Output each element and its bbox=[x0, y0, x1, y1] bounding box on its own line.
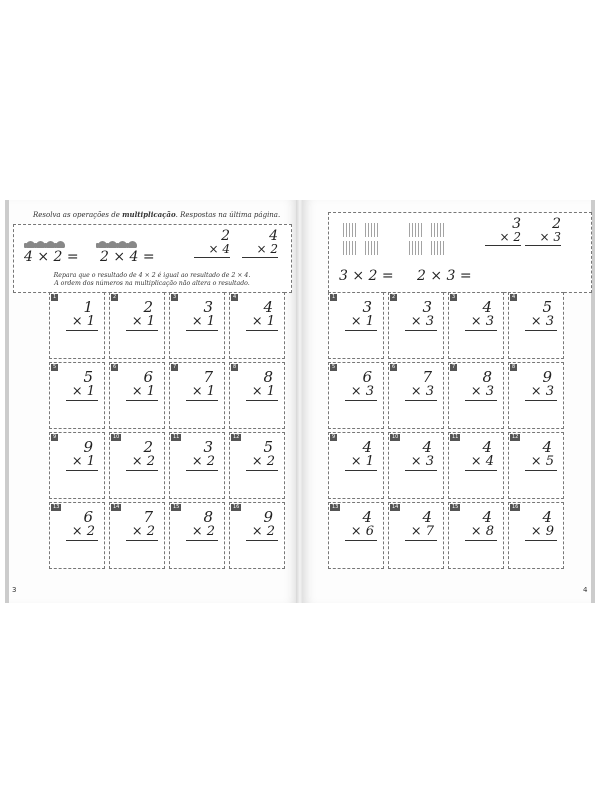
exercise-cell[interactable] bbox=[448, 432, 504, 499]
note-line-2: A ordem dos números na multiplicação não altera o resultado. bbox=[54, 280, 250, 287]
answer-line bbox=[246, 330, 278, 331]
tally-icon bbox=[365, 241, 379, 255]
equation-1: 3 × 2 = bbox=[339, 268, 394, 284]
multiplicand: 8 bbox=[263, 368, 273, 386]
exercise-number: 12 bbox=[512, 434, 519, 440]
exercise-number: 10 bbox=[113, 434, 120, 440]
multiplicand: 3 bbox=[203, 298, 213, 316]
exercise-number: 3 bbox=[173, 294, 177, 300]
multiplicand: 3 bbox=[362, 298, 372, 316]
multiplier: × 3 bbox=[410, 384, 434, 399]
multiplicand: 5 bbox=[542, 298, 552, 316]
exercise-number: 14 bbox=[113, 504, 120, 510]
exercise-number: 5 bbox=[332, 364, 336, 370]
multiplicand: 8 bbox=[482, 368, 492, 386]
answer-line bbox=[186, 330, 218, 331]
multiplicand: 3 bbox=[203, 438, 213, 456]
exercise-number: 8 bbox=[512, 364, 516, 370]
answer-line bbox=[465, 400, 497, 401]
exercise-cell[interactable] bbox=[49, 502, 105, 569]
exercise-cell[interactable] bbox=[169, 362, 225, 429]
multiplicand: 6 bbox=[362, 368, 372, 386]
exercise-number: 1 bbox=[53, 294, 57, 300]
answer-line bbox=[525, 400, 557, 401]
stack-top: 3 bbox=[512, 216, 521, 232]
exercise-number: 7 bbox=[173, 364, 177, 370]
exercise-number: 16 bbox=[233, 504, 240, 510]
exercise-number: 8 bbox=[233, 364, 237, 370]
exercise-number: 10 bbox=[392, 434, 399, 440]
answer-line bbox=[405, 540, 437, 541]
exercise-number: 11 bbox=[452, 434, 459, 440]
page-number-left: 3 bbox=[12, 586, 17, 594]
answer-line bbox=[66, 540, 98, 541]
multiplier: × 3 bbox=[470, 314, 494, 329]
multiplier: × 2 bbox=[131, 454, 155, 469]
exercise-cell[interactable] bbox=[388, 292, 444, 359]
exercise-number: 9 bbox=[332, 434, 336, 440]
stack-example-b bbox=[242, 229, 278, 258]
exercise-number: 3 bbox=[452, 294, 456, 300]
exercise-number: 5 bbox=[53, 364, 57, 370]
exercise-grid-left bbox=[49, 292, 285, 569]
answer-line bbox=[345, 540, 377, 541]
example-box bbox=[13, 224, 292, 293]
answer-line bbox=[186, 470, 218, 471]
exercise-number: 16 bbox=[512, 504, 519, 510]
multiplicand: 9 bbox=[83, 438, 93, 456]
note-line-1: Repara que o resultado de 4 × 2 é igual ao resultado de 2 × 4. bbox=[53, 272, 251, 279]
page-number-right: 4 bbox=[583, 586, 588, 594]
multiplicand: 4 bbox=[542, 438, 552, 456]
exercise-number: 6 bbox=[113, 364, 117, 370]
multiplier: × 1 bbox=[131, 314, 155, 329]
exercise-cell[interactable] bbox=[169, 292, 225, 359]
left-page bbox=[5, 200, 298, 603]
exercise-number: 12 bbox=[233, 434, 240, 440]
multiplicand: 5 bbox=[83, 368, 93, 386]
multiplier: × 1 bbox=[350, 454, 374, 469]
exercise-number: 13 bbox=[53, 504, 60, 510]
stack-bottom: × 2 bbox=[485, 231, 521, 246]
multiplicand: 6 bbox=[83, 508, 93, 526]
instruction-suffix: . Respostas na última página. bbox=[175, 211, 281, 219]
equation-1: 4 × 2 = bbox=[24, 249, 79, 265]
exercise-cell[interactable] bbox=[388, 432, 444, 499]
exercise-cell[interactable] bbox=[328, 362, 384, 429]
answer-line bbox=[525, 470, 557, 471]
multiplier: × 2 bbox=[251, 524, 275, 539]
multiplier: × 7 bbox=[410, 524, 434, 539]
exercise-cell[interactable] bbox=[229, 432, 285, 499]
stack-bottom: × 4 bbox=[194, 243, 230, 258]
multiplier: × 3 bbox=[470, 384, 494, 399]
instruction-prefix: Resolva as operações de bbox=[33, 211, 123, 219]
answer-line bbox=[525, 540, 557, 541]
multiplier: × 1 bbox=[131, 384, 155, 399]
multiplier: × 3 bbox=[530, 384, 554, 399]
multiplicand: 4 bbox=[482, 438, 492, 456]
exercise-number: 9 bbox=[53, 434, 57, 440]
stack-top: 2 bbox=[221, 228, 230, 244]
multiplier: × 1 bbox=[191, 384, 215, 399]
answer-line bbox=[66, 470, 98, 471]
answer-line bbox=[186, 400, 218, 401]
tally-icon bbox=[431, 241, 445, 255]
exercise-number: 2 bbox=[392, 294, 396, 300]
multiplier: × 4 bbox=[470, 454, 494, 469]
exercise-cell[interactable] bbox=[109, 432, 165, 499]
multiplicand: 4 bbox=[422, 508, 432, 526]
tally-icon bbox=[343, 223, 357, 237]
multiplicand: 9 bbox=[542, 368, 552, 386]
multiplier: × 2 bbox=[71, 524, 95, 539]
multiplier: × 1 bbox=[251, 314, 275, 329]
stack-bottom: × 3 bbox=[525, 231, 561, 246]
multiplicand: 4 bbox=[482, 298, 492, 316]
exercise-number: 15 bbox=[452, 504, 459, 510]
exercise-number: 2 bbox=[113, 294, 117, 300]
multiplier: × 3 bbox=[350, 384, 374, 399]
exercise-grid-right bbox=[328, 292, 564, 569]
stack-example-a bbox=[485, 217, 521, 246]
multiplier: × 3 bbox=[530, 314, 554, 329]
stack-top: 2 bbox=[552, 216, 561, 232]
answer-line bbox=[126, 400, 158, 401]
multiplier: × 1 bbox=[71, 314, 95, 329]
page-edge bbox=[5, 200, 9, 603]
exercise-cell[interactable] bbox=[328, 432, 384, 499]
exercise-cell[interactable] bbox=[49, 362, 105, 429]
exercise-cell[interactable] bbox=[109, 292, 165, 359]
exercise-number: 14 bbox=[392, 504, 399, 510]
tally-icon bbox=[365, 223, 379, 237]
exercise-cell[interactable] bbox=[49, 432, 105, 499]
answer-line bbox=[405, 330, 437, 331]
answer-line bbox=[465, 330, 497, 331]
stack-example-a bbox=[194, 229, 230, 258]
stack-bottom: × 2 bbox=[242, 243, 278, 258]
stack-example-b bbox=[525, 217, 561, 246]
right-page bbox=[302, 200, 595, 603]
multiplicand: 5 bbox=[263, 438, 273, 456]
multiplier: × 2 bbox=[251, 454, 275, 469]
multiplier: × 3 bbox=[410, 314, 434, 329]
answer-line bbox=[345, 400, 377, 401]
multiplier: × 1 bbox=[350, 314, 374, 329]
instruction-text bbox=[33, 210, 280, 219]
exercise-cell[interactable] bbox=[508, 432, 564, 499]
multiplier: × 8 bbox=[470, 524, 494, 539]
equation-2: 2 × 3 = bbox=[417, 268, 472, 284]
answer-line bbox=[525, 330, 557, 331]
multiplicand: 7 bbox=[422, 368, 432, 386]
exercise-cell[interactable] bbox=[49, 292, 105, 359]
multiplicand: 9 bbox=[263, 508, 273, 526]
exercise-cell[interactable] bbox=[388, 362, 444, 429]
multiplicand: 3 bbox=[422, 298, 432, 316]
exercise-cell[interactable] bbox=[508, 362, 564, 429]
elephant-icon bbox=[128, 241, 137, 248]
elephant-icon bbox=[56, 241, 65, 248]
answer-line bbox=[246, 540, 278, 541]
multiplier: × 2 bbox=[191, 454, 215, 469]
multiplier: × 3 bbox=[410, 454, 434, 469]
tally-icon bbox=[343, 241, 357, 255]
answer-line bbox=[246, 400, 278, 401]
exercise-cell[interactable] bbox=[448, 362, 504, 429]
exercise-cell[interactable] bbox=[508, 292, 564, 359]
exercise-number: 4 bbox=[233, 294, 237, 300]
tally-icon bbox=[431, 223, 445, 237]
answer-line bbox=[246, 470, 278, 471]
multiplier: × 2 bbox=[131, 524, 155, 539]
multiplicand: 4 bbox=[422, 438, 432, 456]
exercise-cell[interactable] bbox=[109, 502, 165, 569]
answer-line bbox=[66, 400, 98, 401]
stack-top: 4 bbox=[269, 228, 278, 244]
multiplicand: 7 bbox=[143, 508, 153, 526]
answer-line bbox=[66, 330, 98, 331]
exercise-cell[interactable] bbox=[229, 502, 285, 569]
answer-line bbox=[126, 330, 158, 331]
multiplicand: 4 bbox=[542, 508, 552, 526]
exercise-cell[interactable] bbox=[169, 432, 225, 499]
answer-line bbox=[465, 540, 497, 541]
exercise-cell[interactable] bbox=[109, 362, 165, 429]
multiplier: × 6 bbox=[350, 524, 374, 539]
answer-line bbox=[186, 540, 218, 541]
exercise-cell[interactable] bbox=[229, 292, 285, 359]
commutative-note bbox=[18, 272, 286, 288]
exercise-number: 11 bbox=[173, 434, 180, 440]
multiplier: × 1 bbox=[191, 314, 215, 329]
exercise-cell[interactable] bbox=[229, 362, 285, 429]
multiplier: × 1 bbox=[71, 454, 95, 469]
exercise-cell[interactable] bbox=[448, 292, 504, 359]
answer-line bbox=[126, 470, 158, 471]
exercise-cell[interactable] bbox=[388, 502, 444, 569]
multiplicand: 7 bbox=[203, 368, 213, 386]
exercise-cell[interactable] bbox=[508, 502, 564, 569]
multiplier: × 1 bbox=[71, 384, 95, 399]
exercise-number: 1 bbox=[332, 294, 336, 300]
exercise-number: 4 bbox=[512, 294, 516, 300]
multiplicand: 2 bbox=[143, 438, 153, 456]
exercise-cell[interactable] bbox=[328, 292, 384, 359]
exercise-cell[interactable] bbox=[169, 502, 225, 569]
tally-icon bbox=[409, 223, 423, 237]
multiplicand: 4 bbox=[362, 508, 372, 526]
example-box bbox=[328, 212, 592, 293]
multiplicand: 8 bbox=[203, 508, 213, 526]
multiplier: × 1 bbox=[251, 384, 275, 399]
tally-icon bbox=[409, 241, 423, 255]
exercise-number: 7 bbox=[452, 364, 456, 370]
multiplicand: 4 bbox=[263, 298, 273, 316]
open-workbook bbox=[5, 200, 595, 603]
answer-line bbox=[465, 470, 497, 471]
multiplicand: 4 bbox=[482, 508, 492, 526]
exercise-cell[interactable] bbox=[328, 502, 384, 569]
answer-line bbox=[405, 400, 437, 401]
exercise-number: 15 bbox=[173, 504, 180, 510]
multiplier: × 5 bbox=[530, 454, 554, 469]
multiplicand: 2 bbox=[143, 298, 153, 316]
answer-line bbox=[345, 470, 377, 471]
instruction-bold: multiplicação bbox=[122, 210, 176, 219]
multiplicand: 1 bbox=[83, 298, 93, 316]
answer-line bbox=[405, 470, 437, 471]
answer-line bbox=[126, 540, 158, 541]
answer-line bbox=[345, 330, 377, 331]
multiplicand: 4 bbox=[362, 438, 372, 456]
equation-2: 2 × 4 = bbox=[100, 249, 155, 265]
exercise-cell[interactable] bbox=[448, 502, 504, 569]
exercise-number: 13 bbox=[332, 504, 339, 510]
multiplicand: 6 bbox=[143, 368, 153, 386]
exercise-number: 6 bbox=[392, 364, 396, 370]
multiplier: × 2 bbox=[191, 524, 215, 539]
multiplier: × 9 bbox=[530, 524, 554, 539]
